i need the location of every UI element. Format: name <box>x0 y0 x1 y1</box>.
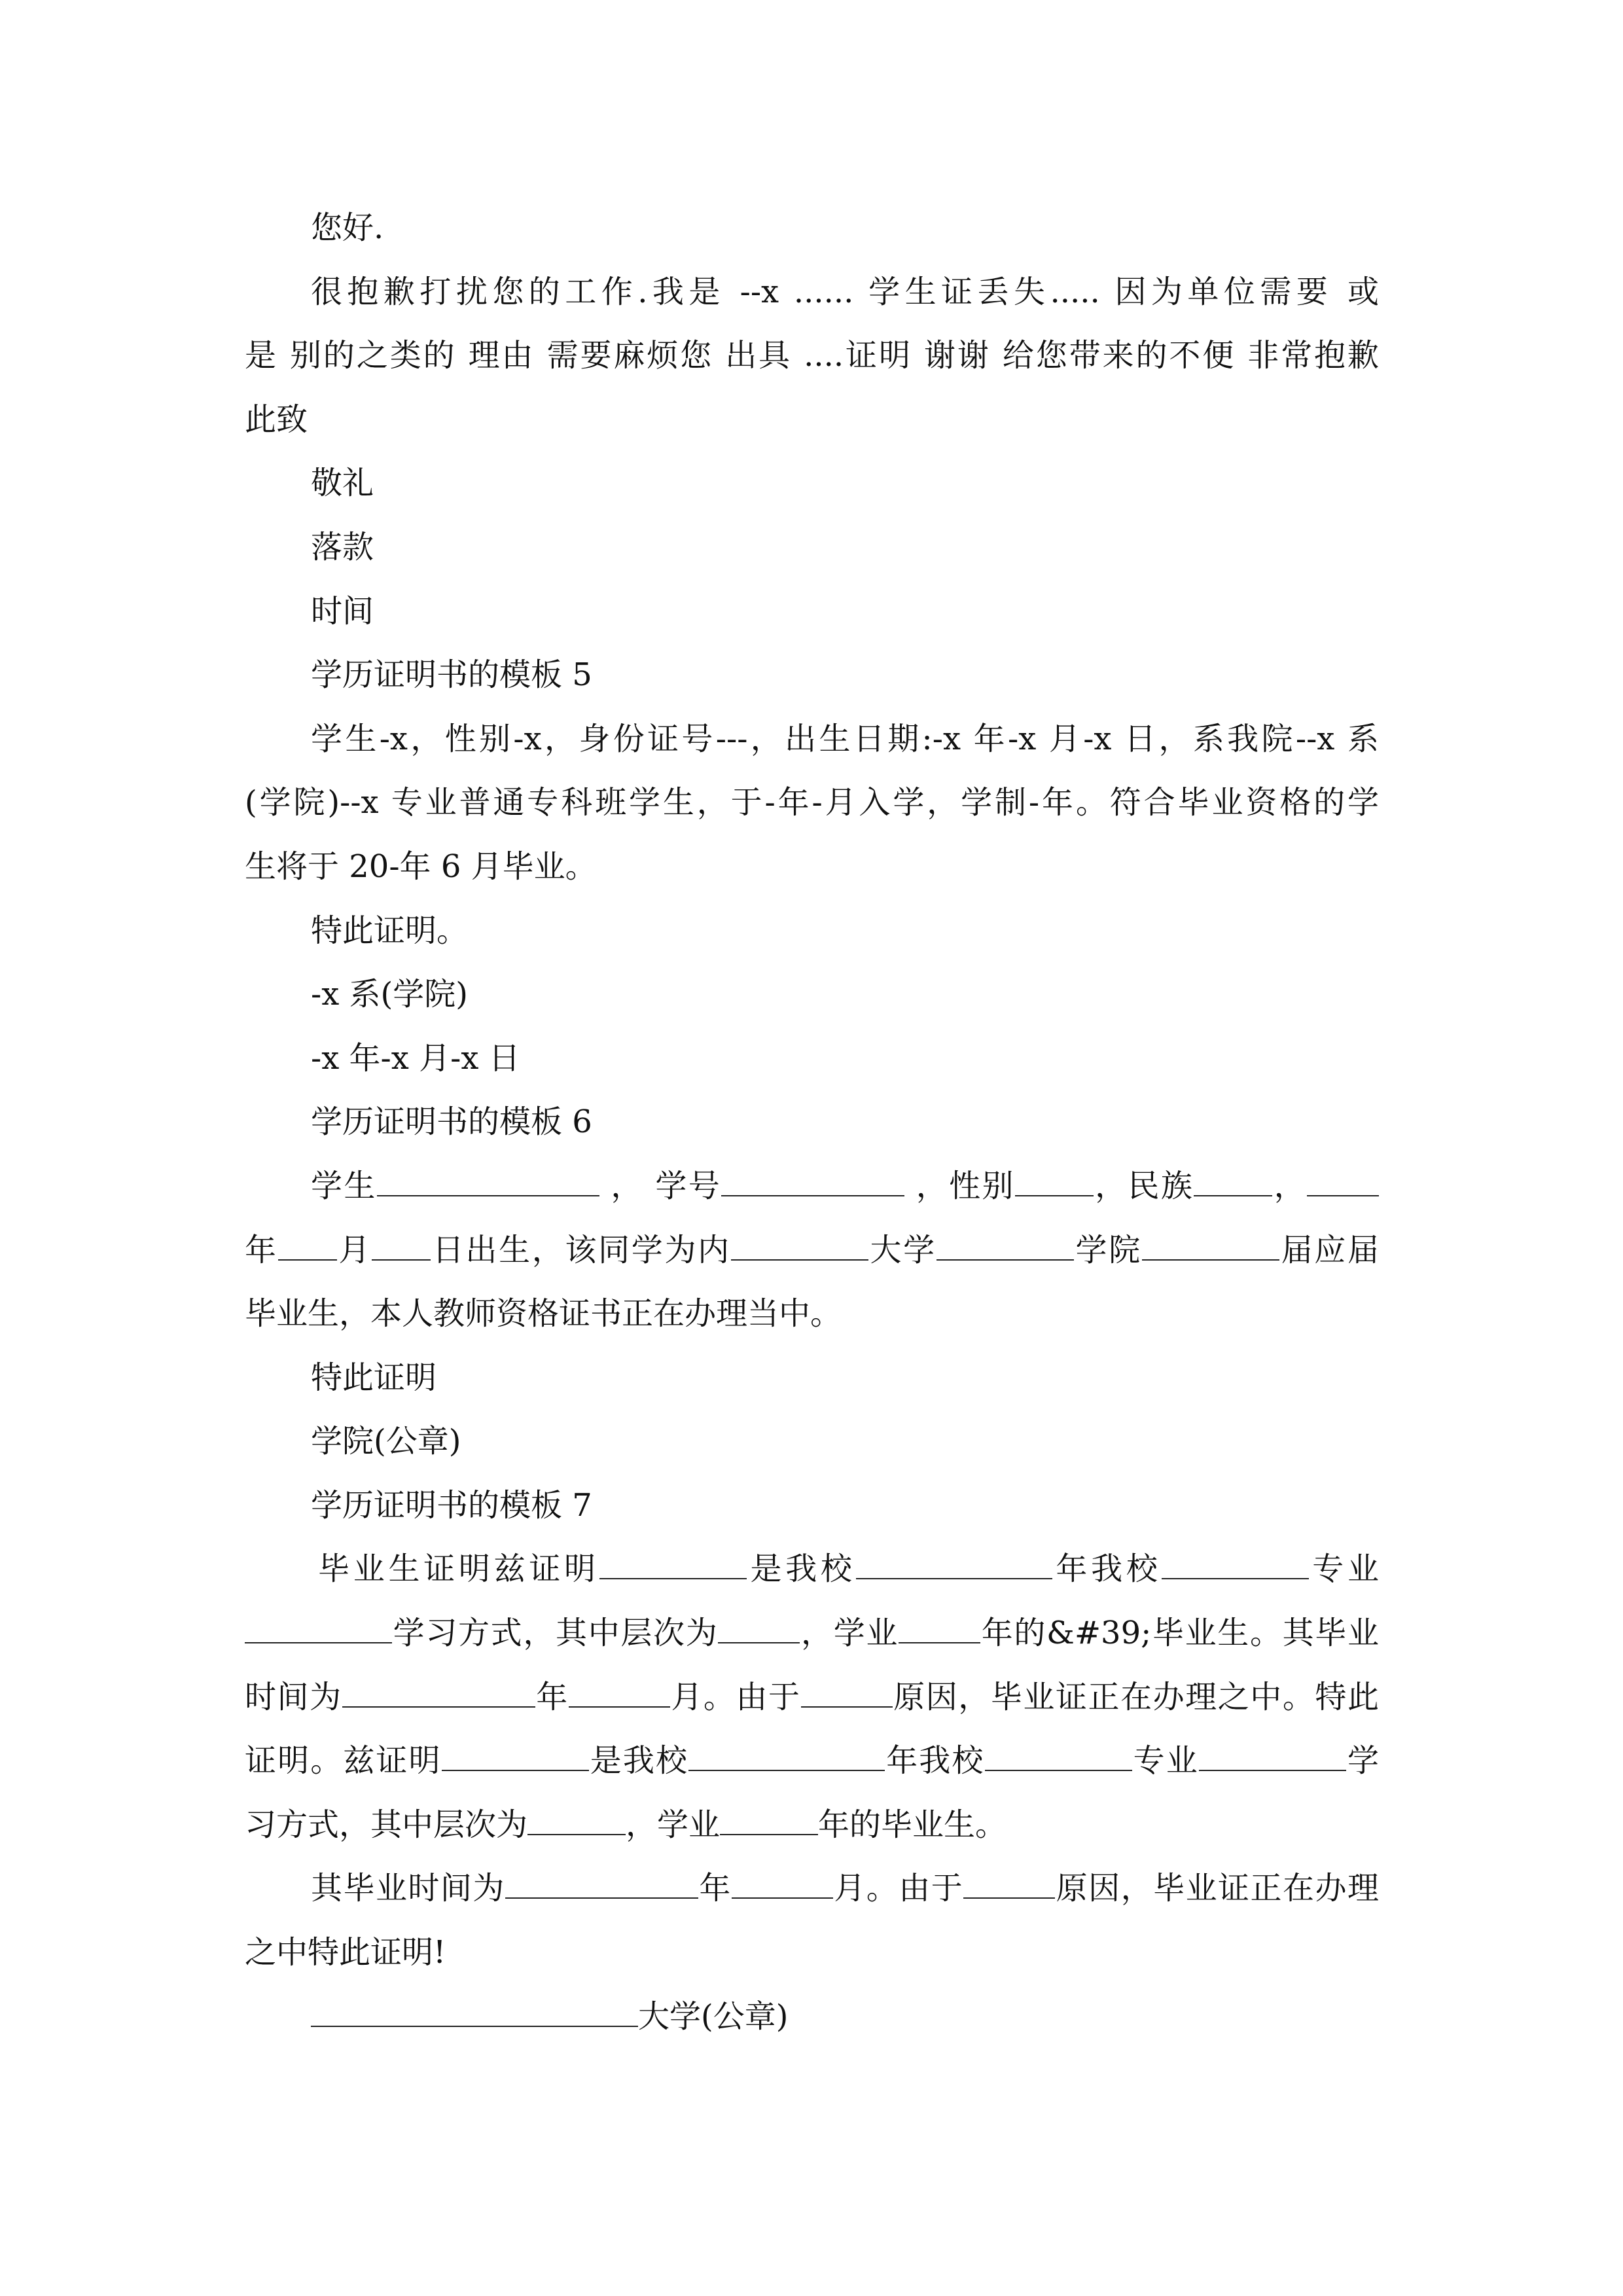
label-text: ，学业 <box>626 1806 721 1843</box>
blank-field <box>720 1806 818 1835</box>
blank-field <box>342 1677 535 1707</box>
date-text: -x 年-x 月-x 日 <box>311 1039 520 1077</box>
conclusion-line <box>245 1346 1379 1410</box>
label-text: 年 <box>698 1870 732 1907</box>
label-text: 其毕业时间为 <box>311 1870 505 1907</box>
label-text: 专业 <box>1308 1551 1379 1588</box>
blank-field <box>731 1230 868 1260</box>
fill-in-line <box>245 1729 1379 1793</box>
section-heading <box>245 1090 1379 1155</box>
label-text: ，性别 <box>916 1167 1015 1204</box>
label-text: ，民族 <box>1093 1167 1194 1204</box>
blank-field <box>527 1806 626 1835</box>
fill-in-line <box>245 1537 1379 1602</box>
blank-field <box>985 1742 1132 1771</box>
signature-text: 落款 <box>311 528 374 565</box>
body-text: 是 别的之类的 理由 需要麻烦您 出具 ....证明 谢谢 给您带来的不便 非常抱歉 <box>245 337 1379 374</box>
fill-in-line <box>245 1666 1379 1730</box>
label-text: 原因，毕业证正在办理 <box>1055 1870 1379 1907</box>
label-text: 学 <box>1346 1742 1379 1780</box>
label-text: 年的&#39;毕业生。其毕业 <box>980 1615 1379 1652</box>
paragraph-line <box>245 771 1379 835</box>
letter-date <box>245 580 1379 644</box>
label-text: 学习方式，其中层次为 <box>392 1615 719 1652</box>
label-text: 是我校 <box>746 1551 856 1588</box>
body-text: 很抱歉打扰您的工作.我是 --x ...... 学生证丢失..... 因为单位需要 或 <box>311 273 1379 310</box>
label-text: ， <box>1272 1167 1307 1204</box>
blank-field <box>569 1677 670 1707</box>
label-text: 日出生，该同学为内 <box>431 1231 731 1268</box>
letter-body-line <box>245 388 1379 452</box>
blank-field <box>278 1230 337 1260</box>
paragraph-text: (学院)--x 专业普通专科班学生，于-年-月入学，学制-年。符合毕业资格的学 <box>245 784 1379 821</box>
date-line <box>245 1027 1379 1091</box>
section-heading <box>245 1474 1379 1538</box>
label-text: 月 <box>336 1231 372 1268</box>
heading-text: 学历证明书的模板 5 <box>311 656 592 694</box>
fill-in-line <box>245 1155 1379 1219</box>
paragraph-line <box>245 1282 1379 1346</box>
blank-field <box>963 1869 1055 1899</box>
label-text: 学号 <box>655 1167 722 1204</box>
paragraph-text: 生将于 20-年 6 月毕业。 <box>245 848 597 885</box>
conclusion-line <box>245 899 1379 963</box>
seal-text: 大学(公章) <box>638 1998 789 2035</box>
label-text: 原因，毕业证正在办理之中。特此 <box>892 1678 1379 1715</box>
label-text: 习方式，其中层次为 <box>245 1806 528 1843</box>
label-text: 证明。兹证明 <box>245 1742 442 1780</box>
blank-field <box>1307 1167 1379 1196</box>
label-text: 毕业生证明兹证明 <box>318 1551 599 1588</box>
label-text: 年 <box>535 1678 569 1715</box>
blank-field <box>801 1677 893 1707</box>
blank-field <box>372 1230 431 1260</box>
label-text: 年的毕业生。 <box>818 1806 1007 1843</box>
letter-signature <box>245 516 1379 580</box>
blank-field <box>688 1742 885 1771</box>
fill-in-line <box>245 1793 1379 1857</box>
blank-field <box>599 1550 747 1579</box>
blank-field <box>1015 1167 1094 1196</box>
paragraph-text: 学生-x，性别-x，身份证号---，出生日期:-x 年-x 月-x 日，系我院--x 系 <box>311 720 1379 757</box>
blank-field <box>1162 1550 1309 1579</box>
blank-field <box>1199 1742 1346 1771</box>
paragraph-line <box>245 708 1379 772</box>
seal-text: 学院(公章) <box>311 1423 461 1460</box>
label-text: 届应届 <box>1279 1231 1379 1268</box>
letter-body-line <box>245 260 1379 325</box>
heading-text: 学历证明书的模板 6 <box>311 1103 592 1141</box>
fill-in-line <box>245 1219 1379 1283</box>
conclusion-text: 特此证明。 <box>311 912 469 949</box>
seal-line <box>245 1985 1379 2049</box>
blank-field <box>1142 1230 1279 1260</box>
paragraph-text: 毕业生，本人教师资格证书正在办理当中。 <box>245 1295 842 1333</box>
label-text: 时间为 <box>245 1678 342 1715</box>
issuer-text: -x 系(学院) <box>311 976 469 1013</box>
issuer-line <box>245 963 1379 1027</box>
conclusion-text: 特此证明 <box>311 1359 437 1396</box>
blank-field <box>505 1869 698 1899</box>
blank-field <box>1194 1167 1272 1196</box>
greeting-text: 您好. <box>311 209 384 246</box>
blank-field <box>311 1997 638 2026</box>
fill-in-line <box>245 1602 1379 1666</box>
paragraph-text: 之中特此证明! <box>245 1934 446 1971</box>
label-text: 月。由于 <box>669 1678 801 1715</box>
label-text: 年我校 <box>1052 1551 1162 1588</box>
label-text: 学生 <box>311 1167 377 1204</box>
label-text: 年 <box>245 1231 278 1268</box>
label-text: ， <box>611 1167 644 1204</box>
blank-field <box>245 1614 392 1643</box>
date-text: 时间 <box>311 592 374 630</box>
letter-greeting <box>245 196 1379 260</box>
seal-line <box>245 1410 1379 1474</box>
blank-field <box>899 1614 980 1643</box>
label-text: 大学 <box>868 1231 936 1268</box>
label-text: 年我校 <box>885 1742 985 1780</box>
paragraph-line <box>245 1921 1379 1985</box>
label-text: 月。由于 <box>832 1870 964 1907</box>
blank-field <box>377 1167 599 1196</box>
blank-field <box>718 1614 800 1643</box>
fill-in-line <box>245 1857 1379 1921</box>
label-text: 专业 <box>1132 1742 1199 1780</box>
blank-field <box>442 1742 589 1771</box>
label-text: 是我校 <box>588 1742 689 1780</box>
section-heading <box>245 643 1379 708</box>
body-text: 此致 <box>245 401 308 438</box>
paragraph-line <box>245 835 1379 899</box>
heading-text: 学历证明书的模板 7 <box>311 1486 592 1524</box>
blank-field <box>856 1550 1052 1579</box>
closing-text: 敬礼 <box>311 465 374 502</box>
letter-body-line <box>245 324 1379 388</box>
blank-field <box>721 1167 904 1196</box>
blank-field <box>732 1869 833 1899</box>
label-text: ，学业 <box>800 1615 899 1652</box>
document-body <box>245 196 1379 2049</box>
label-text: 学院 <box>1073 1231 1142 1268</box>
blank-field <box>936 1230 1074 1260</box>
letter-closing <box>245 452 1379 516</box>
